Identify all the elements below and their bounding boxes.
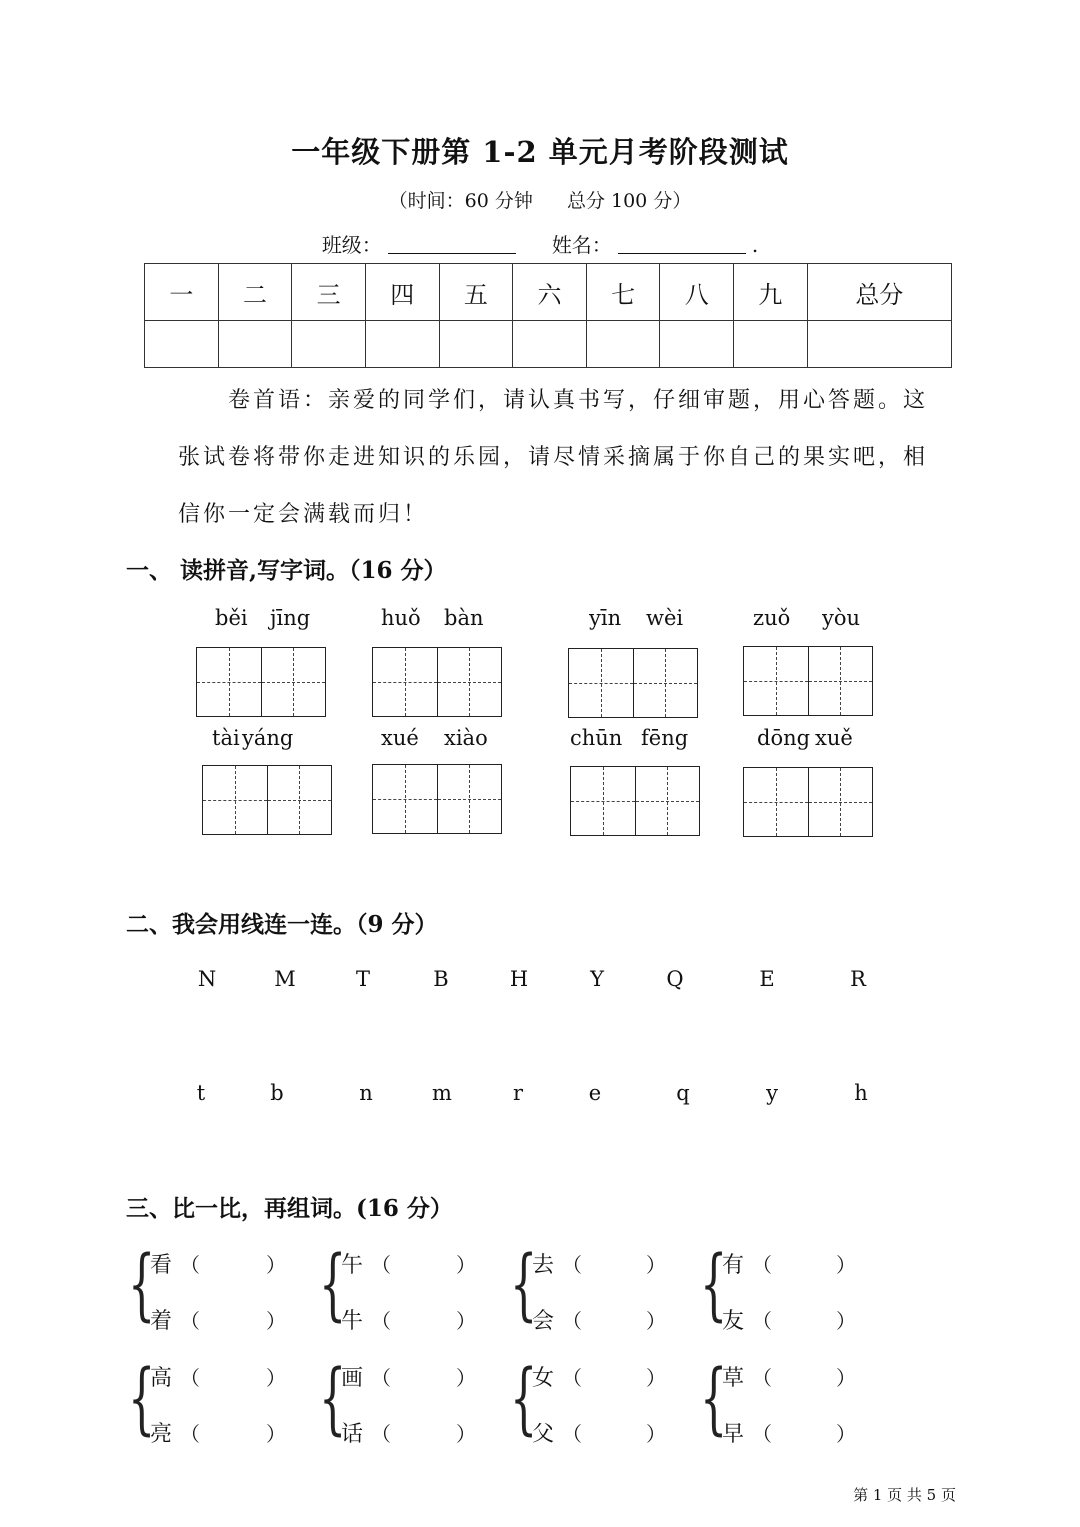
class-label: 班级： (321, 233, 382, 257)
lower-letter[interactable]: n (359, 1081, 373, 1105)
open-paren: （ (562, 1366, 582, 1390)
lower-letter[interactable]: b (270, 1081, 284, 1105)
upper-letter[interactable]: M (274, 967, 296, 991)
pinyin-7b: fēng (641, 726, 689, 750)
close-paren: ） (266, 1253, 286, 1277)
open-paren: （ (371, 1366, 391, 1390)
intro-line-3: 信你一定会满载而归！ (178, 502, 429, 527)
score-table-entry-row (145, 321, 952, 368)
time-note: （时间：60 分钟 (388, 190, 533, 212)
pinyin-6b: xiào (444, 726, 488, 750)
score-cell[interactable] (513, 321, 587, 368)
pair-char: 早 (722, 1422, 745, 1447)
pair-char: 高 (150, 1366, 173, 1391)
pinyin-2b: bàn (444, 606, 484, 630)
class-blank[interactable] (388, 235, 516, 254)
open-paren: （ (562, 1309, 582, 1333)
open-paren: （ (180, 1253, 200, 1277)
score-col-5: 五 (439, 264, 513, 321)
brace-icon: { (128, 1354, 156, 1444)
upper-letter[interactable]: T (355, 967, 370, 991)
writing-grid[interactable] (743, 767, 873, 837)
q1-heading: 一、 读拼音,写字词。（16 分） (126, 557, 447, 584)
score-col-3: 三 (292, 264, 366, 321)
writing-grid[interactable] (743, 646, 873, 716)
brace-icon: { (700, 1354, 728, 1444)
pair-char: 话 (341, 1422, 364, 1447)
close-paren: ） (646, 1309, 666, 1333)
close-paren: ） (266, 1366, 286, 1390)
pinyin-1a: běi (215, 606, 248, 630)
upper-letter[interactable]: E (759, 967, 775, 991)
open-paren: （ (752, 1366, 772, 1390)
writing-grid[interactable] (196, 647, 326, 717)
pair-char: 会 (532, 1309, 555, 1334)
score-table-header-row (145, 264, 952, 321)
close-paren: ） (456, 1253, 476, 1277)
pinyin-8b: xuě (815, 726, 853, 750)
lower-letter[interactable]: t (196, 1081, 206, 1105)
close-paren: ） (836, 1366, 856, 1390)
brace-icon: { (700, 1240, 728, 1330)
close-paren: ） (646, 1253, 666, 1277)
open-paren: （ (752, 1253, 772, 1277)
open-paren: （ (180, 1309, 200, 1333)
pair-char: 有 (722, 1253, 745, 1278)
pinyin-4b: yòu (822, 606, 861, 630)
score-cell[interactable] (660, 321, 734, 368)
brace-icon: { (319, 1354, 347, 1444)
name-blank[interactable] (618, 235, 746, 254)
pinyin-2a: huǒ (381, 606, 421, 630)
close-paren: ） (646, 1366, 666, 1390)
close-paren: ） (266, 1309, 286, 1333)
score-col-2: 二 (218, 264, 292, 321)
pinyin-5a: tài (212, 726, 240, 750)
intro-line-2: 张试卷将带你走进知识的乐园，请尽情采摘属于你自己的果实吧，相 (178, 445, 929, 470)
lower-letter[interactable]: q (676, 1081, 690, 1105)
close-paren: ） (456, 1309, 476, 1333)
q2-heading: 二、我会用线连一连。（9 分） (126, 911, 438, 938)
lower-letter[interactable]: m (432, 1081, 452, 1105)
pair-char: 午 (341, 1253, 364, 1278)
open-paren: （ (752, 1422, 772, 1446)
lower-letter[interactable]: r (512, 1081, 524, 1105)
score-cell[interactable] (365, 321, 439, 368)
brace-icon: { (319, 1240, 347, 1330)
writing-grid[interactable] (372, 647, 502, 717)
pair-char: 女 (532, 1366, 555, 1391)
close-paren: ） (836, 1309, 856, 1333)
pinyin-8a: dōng (757, 726, 811, 750)
close-paren: ） (836, 1422, 856, 1446)
lower-letter[interactable]: e (588, 1081, 602, 1105)
pair-char: 去 (532, 1253, 555, 1278)
upper-letter[interactable]: Y (590, 967, 604, 991)
open-paren: （ (371, 1253, 391, 1277)
end-mark: . (751, 233, 759, 257)
open-paren: （ (180, 1366, 200, 1390)
brace-icon: { (510, 1354, 538, 1444)
score-col-total: 总分 (807, 264, 951, 321)
upper-letter[interactable]: B (433, 967, 449, 991)
upper-letter[interactable]: H (509, 967, 529, 991)
score-cell[interactable] (145, 321, 219, 368)
score-cell[interactable] (218, 321, 292, 368)
score-cell[interactable] (807, 321, 951, 368)
pair-char: 看 (150, 1253, 173, 1278)
writing-grid[interactable] (570, 766, 700, 836)
open-paren: （ (371, 1422, 391, 1446)
lower-letter[interactable]: h (854, 1081, 868, 1105)
pinyin-7a: chūn (570, 726, 623, 750)
pair-char: 父 (532, 1422, 555, 1447)
score-cell[interactable] (734, 321, 808, 368)
pair-char: 亮 (150, 1422, 173, 1447)
page-footer: 第 1 页 共 5 页 (853, 1486, 956, 1504)
score-col-4: 四 (365, 264, 439, 321)
writing-grid[interactable] (372, 764, 502, 834)
page-title: 一年级下册第 1-2 单元月考阶段测试 (291, 135, 789, 169)
score-table (144, 263, 952, 368)
pinyin-5b: yáng (242, 726, 294, 750)
pinyin-3b: wèi (646, 606, 684, 630)
writing-grid[interactable] (568, 648, 698, 718)
score-col-8: 八 (660, 264, 734, 321)
open-paren: （ (180, 1422, 200, 1446)
close-paren: ） (266, 1422, 286, 1446)
q3-heading: 三、比一比，再组词。(16 分） (126, 1195, 453, 1222)
pair-char: 草 (722, 1366, 745, 1391)
name-label: 姓名： (551, 233, 612, 257)
open-paren: （ (562, 1422, 582, 1446)
score-note: 总分 100 分） (566, 190, 692, 212)
score-cell[interactable] (586, 321, 660, 368)
brace-icon: { (510, 1240, 538, 1330)
intro-line-1: 卷首语：亲爱的同学们，请认真书写，仔细审题，用心答题。这 (228, 388, 929, 413)
pinyin-4a: zuǒ (753, 606, 791, 630)
exam-info (0, 186, 1080, 213)
writing-grid[interactable] (202, 765, 332, 835)
pinyin-1b: jīng (270, 606, 311, 630)
close-paren: ） (456, 1422, 476, 1446)
lower-letter[interactable]: y (766, 1081, 778, 1105)
open-paren: （ (752, 1309, 772, 1333)
pair-char: 画 (341, 1366, 364, 1391)
brace-icon: { (128, 1240, 156, 1330)
score-col-7: 七 (586, 264, 660, 321)
close-paren: ） (456, 1366, 476, 1390)
pinyin-6a: xué (381, 726, 419, 750)
score-cell[interactable] (439, 321, 513, 368)
score-col-9: 九 (734, 264, 808, 321)
upper-letter[interactable]: R (850, 967, 866, 991)
score-col-6: 六 (513, 264, 587, 321)
student-info-line (0, 229, 1080, 258)
pair-char: 友 (722, 1309, 745, 1334)
pair-char: 着 (150, 1309, 173, 1334)
open-paren: （ (562, 1253, 582, 1277)
close-paren: ） (836, 1253, 856, 1277)
upper-letter[interactable]: N (197, 967, 217, 991)
upper-letter[interactable]: Q (666, 967, 684, 991)
score-col-1: 一 (145, 264, 219, 321)
pinyin-3a: yīn (589, 606, 622, 630)
close-paren: ） (646, 1422, 666, 1446)
score-cell[interactable] (292, 321, 366, 368)
open-paren: （ (371, 1309, 391, 1333)
pair-char: 牛 (341, 1309, 364, 1334)
